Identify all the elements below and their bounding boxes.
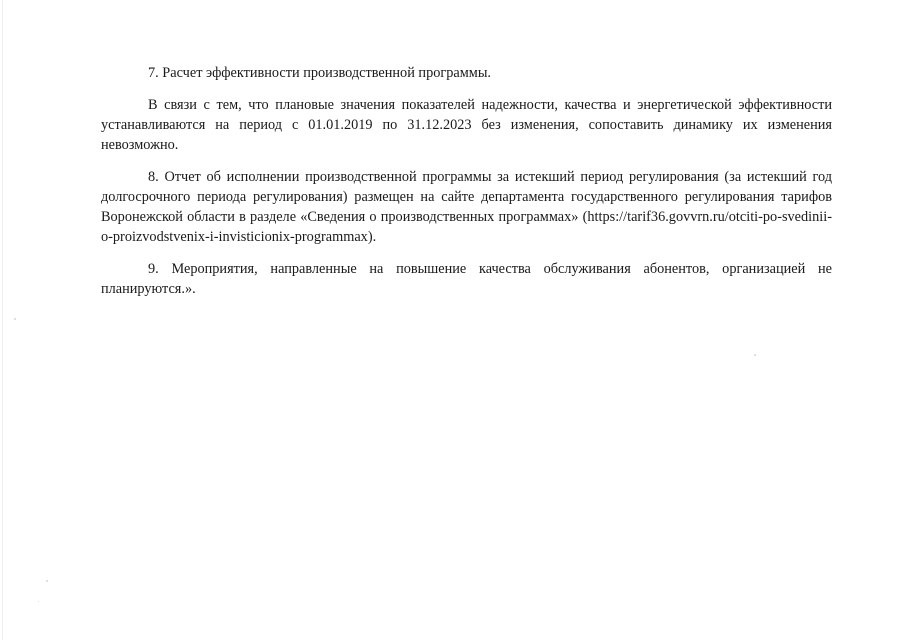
section-9-paragraph: 9. Мероприятия, направленные на повышение качества обслуживания абонентов, организацией не планируются.».	[101, 261, 832, 297]
section-7-heading: 7. Расчет эффективности производственной программы.	[148, 65, 492, 81]
document-body	[101, 63, 832, 299]
scan-speck	[754, 354, 756, 356]
scan-speck	[38, 601, 39, 602]
scan-edge-line	[2, 0, 3, 640]
section-7-paragraph: В связи с тем, что плановые значения показателей надежности, качества и энергетической эффективности устанавливаются на период с 01.01.2019 по 31.12.2023 без изменения, сопоставить динамику их изменения невозможно.	[101, 97, 832, 153]
scan-speck	[46, 580, 48, 582]
scan-speck	[14, 318, 16, 320]
section-8-paragraph: 8. Отчет об исполнении производственной программы за истекший период регулирования (за истекший год долгосрочного периода регулирования) размещен на сайте департамента государственного регулирования тарифов Воронежской области в разделе «Сведения о производственных программах» (https://tarif36.govvrn.ru/otciti-po-svedinii-o-proizvodstvenix-i-invisticionix-programmax).	[101, 169, 832, 245]
